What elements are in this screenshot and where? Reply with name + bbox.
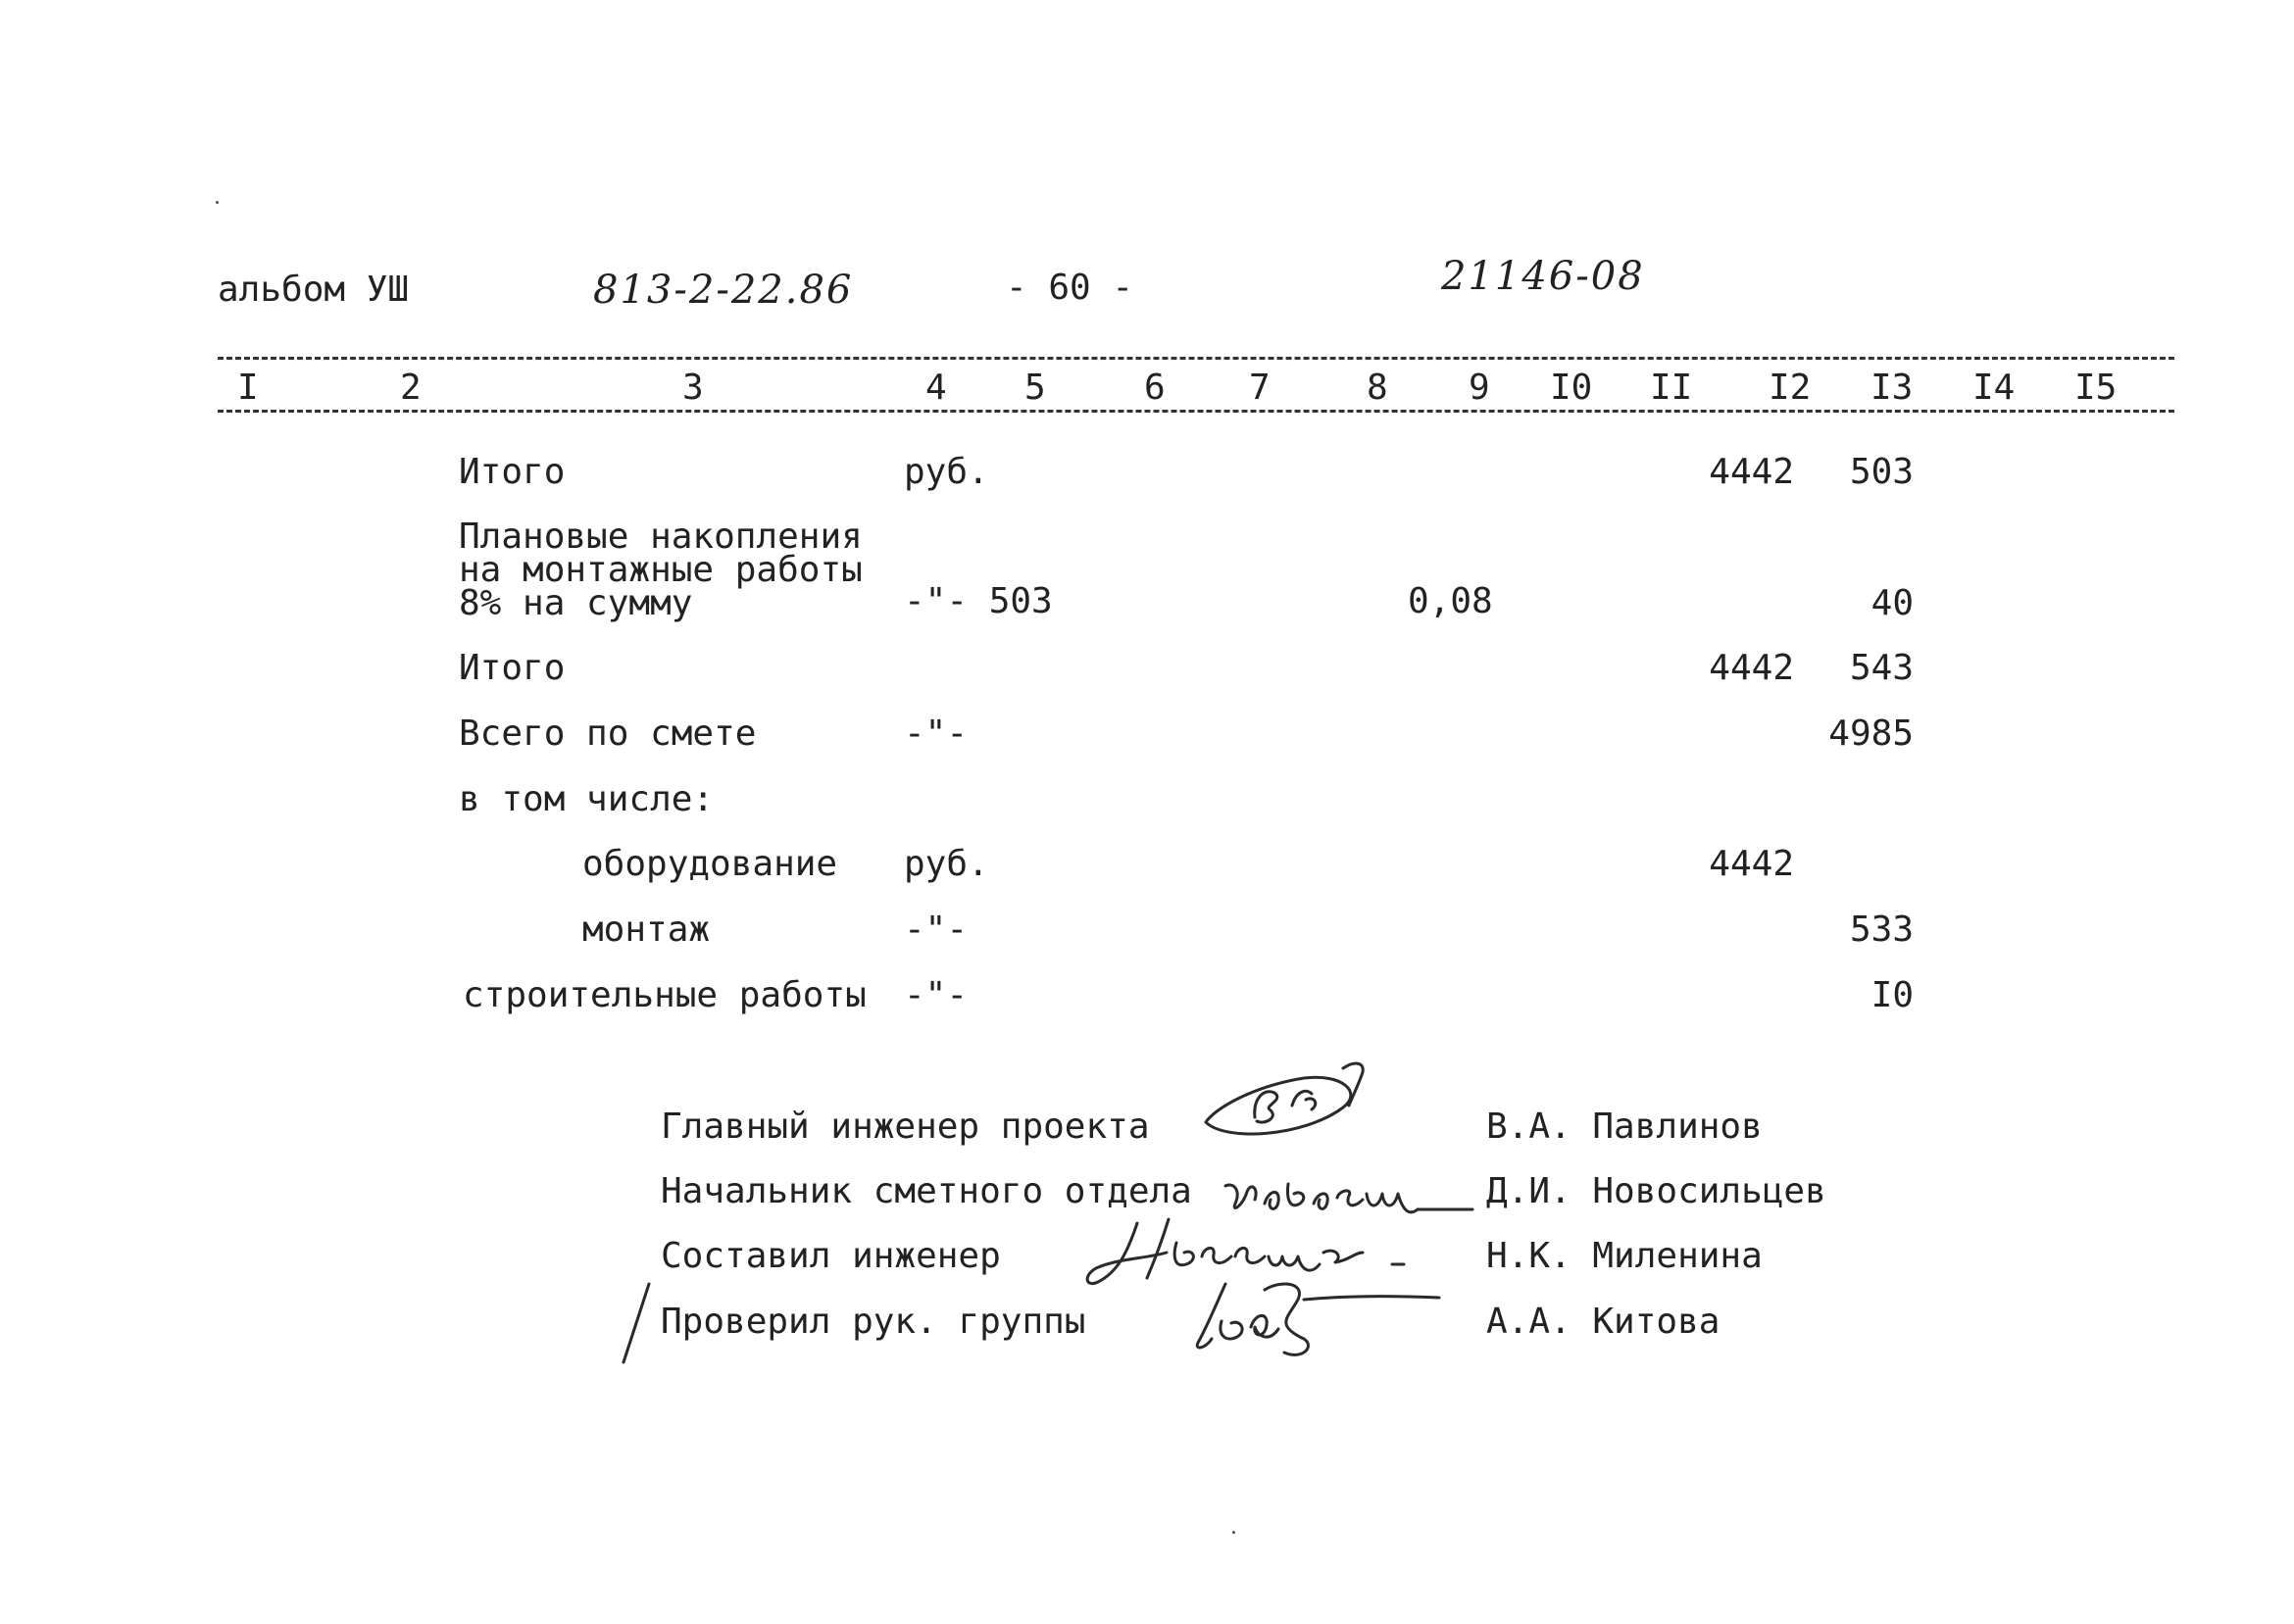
signatory-name: А.А. Китова [1486,1302,1720,1342]
row-label-line: 8% на сумму [459,583,693,623]
column-number: 3 [682,368,704,408]
column-number: II [1650,368,1693,408]
column-number: 2 [400,368,422,408]
column-number: I4 [1972,368,2016,408]
column-number: 4 [925,368,947,408]
signature-role: Составил инженер [661,1236,1001,1276]
row-label: Итого [459,452,566,492]
row-label: Итого [459,648,566,688]
column-number: 9 [1469,368,1490,408]
signatory-name: Н.К. Миленина [1486,1236,1763,1276]
row-label: строительные работы [463,975,867,1015]
row-label-line: Плановые накопления [459,517,863,557]
margin-stroke [618,1280,657,1368]
row-unit: -"- [904,910,969,950]
project-code: 813-2-22.86 [593,268,854,313]
column-number: 5 [1024,368,1046,408]
signatory-name: Д.И. Новосильцев [1486,1171,1826,1211]
handwritten-signature [1196,1049,1382,1147]
row-unit: руб. [904,844,989,884]
row-label: монтаж [582,910,711,950]
coefficient: 0,08 [1408,581,1493,621]
signature-role: Начальник сметного отдела [661,1171,1192,1211]
row-unit: руб. [904,452,989,492]
column-number: I [237,368,259,408]
col13-value: I0 [1870,975,1914,1015]
speck [216,201,219,204]
row-unit: -"- 503 [904,581,1053,621]
page-number: - 60 - [1006,268,1134,308]
column-number: 8 [1367,368,1388,408]
doc-number: 21146-08 [1441,254,1645,299]
album-label: альбом УШ [218,270,410,310]
signature-role: Главный инженер проекта [661,1107,1150,1147]
column-number: 7 [1249,368,1271,408]
row-label: Всего по смете [459,714,757,754]
row-label: оборудование [582,844,838,884]
col12-value: 4442 [1709,648,1794,688]
top-dashed-rule [218,357,2174,360]
col13-value: 40 [1870,583,1914,623]
signatory-name: В.А. Павлинов [1486,1107,1763,1147]
column-number: 6 [1144,368,1166,408]
col13-value: 503 [1849,452,1914,492]
bottom-dashed-rule [218,410,2174,413]
column-number: I5 [2074,368,2118,408]
col13-value: 4985 [1828,714,1914,754]
col13-value: 533 [1849,910,1914,950]
row-label-line: на монтажные работы [459,550,863,590]
row-label: в том числе: [459,779,715,819]
col12-value: 4442 [1709,844,1794,884]
signature-role: Проверил рук. группы [661,1302,1086,1342]
column-number: I2 [1769,368,1812,408]
row-unit: -"- [904,975,969,1015]
col12-value: 4442 [1709,452,1794,492]
speck [1232,1531,1235,1534]
column-number: I0 [1550,368,1593,408]
col13-value: 543 [1849,648,1914,688]
row-unit: -"- [904,714,969,754]
handwritten-signature [1186,1270,1451,1368]
column-number: I3 [1870,368,1914,408]
